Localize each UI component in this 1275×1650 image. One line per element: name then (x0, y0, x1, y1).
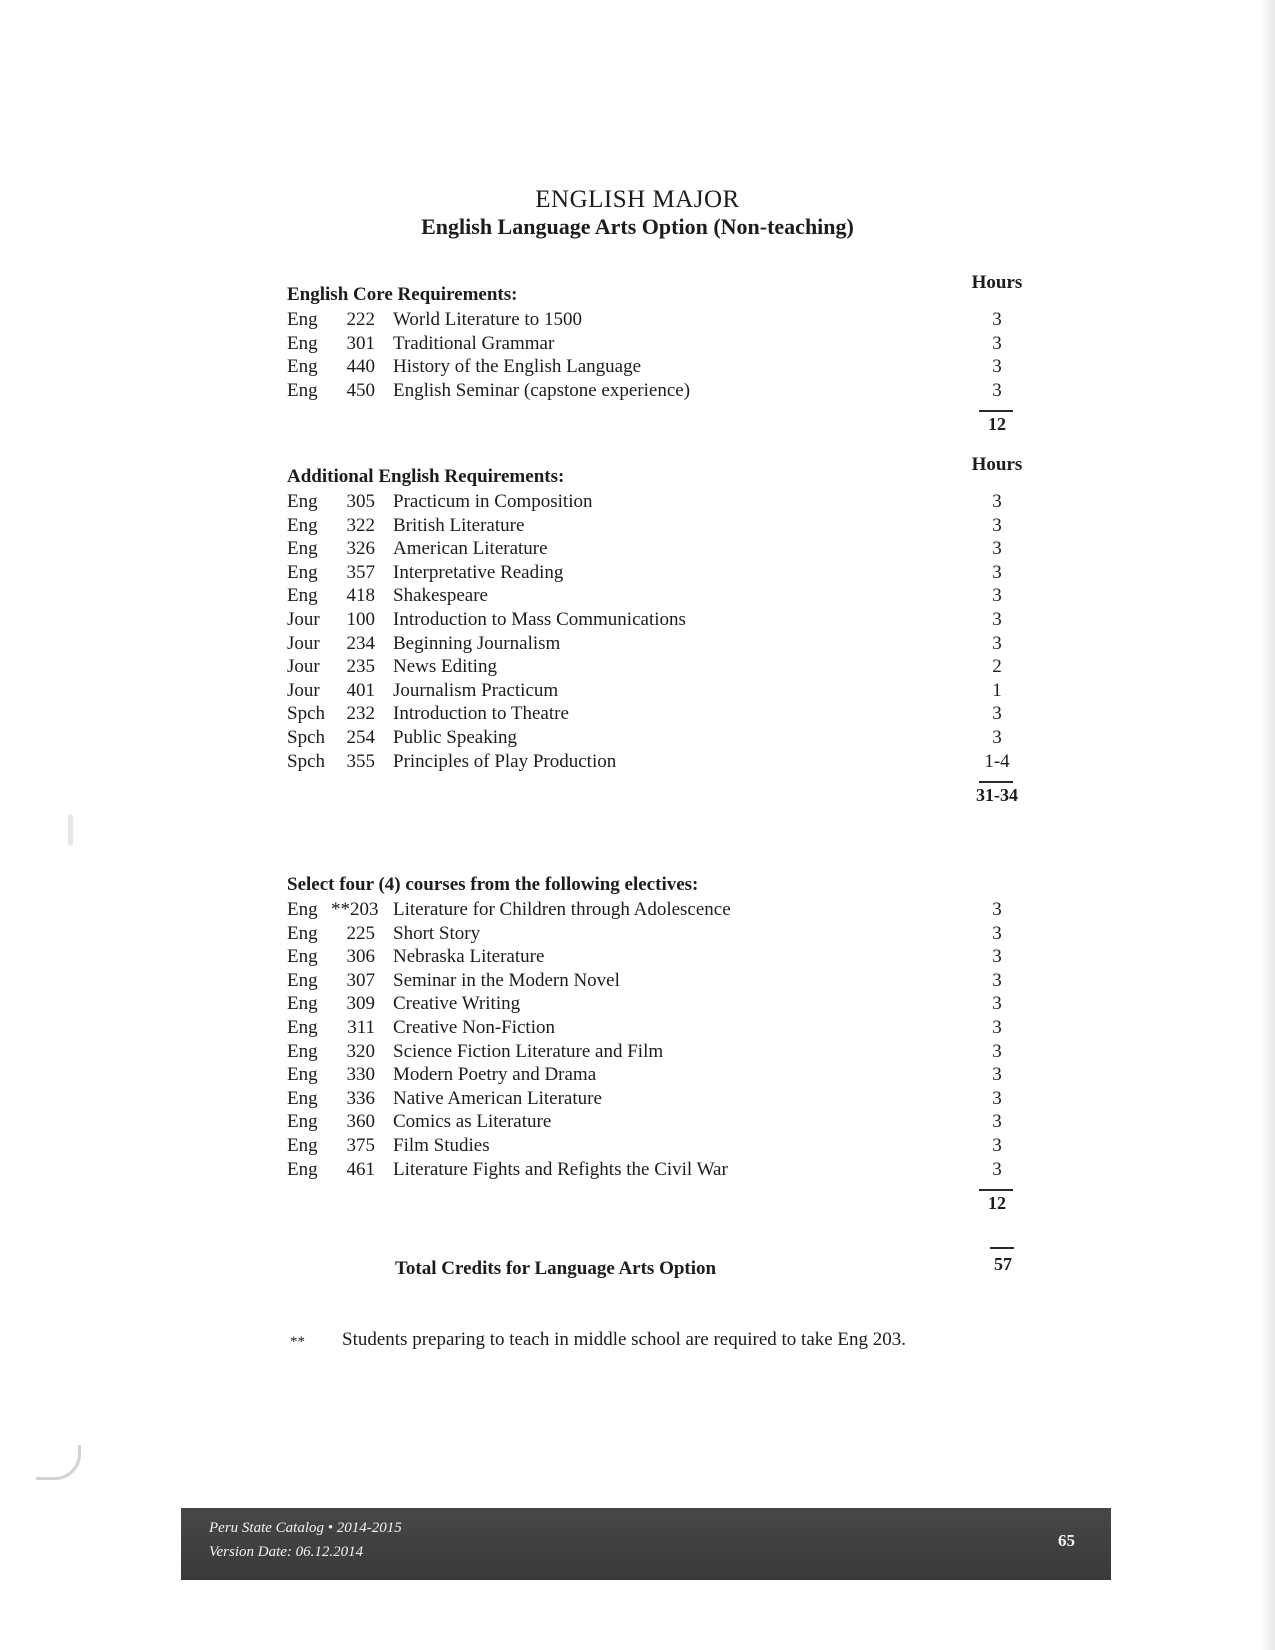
course-list (287, 490, 1027, 773)
course-number: 461 (346, 1158, 375, 1180)
course-number: 320 (346, 1040, 375, 1062)
course-hours: 3 (992, 1064, 1002, 1086)
course-dept: Eng (287, 356, 318, 378)
course-title: Beginning Journalism (393, 632, 561, 654)
hours-column-header: Hours (971, 272, 1023, 293)
section-header (287, 272, 1027, 308)
course-dept: Eng (287, 1016, 318, 1038)
course-row (287, 584, 1027, 608)
section-total-value: 12 (988, 1193, 1006, 1214)
course-dept: Eng (287, 538, 318, 560)
course-title: Film Studies (393, 1134, 490, 1156)
course-row (287, 898, 1027, 922)
course-title: Nebraska Literature (393, 946, 545, 968)
course-dept: Spch (287, 726, 325, 748)
course-number: 311 (347, 1016, 375, 1038)
scan-edge-shadow (1261, 0, 1275, 1650)
course-row (287, 379, 1027, 403)
course-hours: 3 (992, 1040, 1002, 1062)
course-hours: 2 (992, 656, 1002, 678)
course-row (287, 655, 1027, 679)
course-hours: 3 (992, 309, 1002, 330)
course-dept: Spch (287, 750, 325, 772)
course-hours: 3 (992, 946, 1002, 968)
course-hours: 3 (992, 726, 1002, 748)
course-number: 440 (346, 356, 375, 378)
course-number: 235 (346, 656, 375, 678)
course-hours: 3 (992, 491, 1002, 512)
course-title: English Seminar (capstone experience) (393, 379, 691, 401)
course-title: Literature for Children through Adolescence (393, 899, 731, 920)
course-row (287, 702, 1027, 726)
course-dept: Eng (287, 332, 318, 354)
total-rule (979, 1189, 1013, 1191)
course-number: 305 (346, 491, 375, 512)
course-list (287, 308, 1027, 402)
course-dept: Jour (287, 679, 320, 701)
course-row (287, 514, 1027, 538)
course-hours: 3 (992, 993, 1002, 1015)
catalog-name: Peru State Catalog • 2014-2015 (209, 1520, 402, 1536)
course-number: 375 (346, 1134, 375, 1156)
section-header (287, 872, 1027, 898)
course-hours: 3 (992, 585, 1002, 607)
section-total-value: 31-34 (976, 785, 1018, 806)
course-title: British Literature (393, 514, 525, 536)
course-dept: Eng (287, 1134, 318, 1156)
electives-section (287, 872, 1027, 1215)
course-hours: 3 (992, 561, 1002, 583)
course-row (287, 1016, 1027, 1040)
total-rule (979, 781, 1013, 783)
section-total (287, 773, 1027, 807)
course-hours: 3 (992, 1111, 1002, 1133)
course-dept: Eng (287, 1111, 318, 1133)
additional-requirements-section (287, 454, 1027, 807)
course-title: Traditional Grammar (393, 332, 555, 354)
course-dept: Eng (287, 922, 318, 944)
course-number: 232 (346, 703, 375, 725)
course-title: Comics as Literature (393, 1111, 552, 1133)
page-footer (181, 1508, 1111, 1580)
footnote-marker: ** (290, 1334, 305, 1350)
course-title: Modern Poetry and Drama (393, 1064, 597, 1086)
course-dept: Eng (287, 946, 318, 968)
course-number: 301 (346, 332, 375, 354)
scan-mark (68, 814, 73, 846)
course-dept: Eng (287, 309, 318, 330)
course-hours: 1-4 (984, 750, 1010, 772)
course-number: 307 (346, 969, 375, 991)
scan-mark (36, 1445, 81, 1480)
course-title: Seminar in the Modern Novel (393, 969, 620, 991)
section-header (287, 454, 1027, 490)
course-dept: Eng (287, 899, 318, 920)
total-rule (979, 410, 1013, 412)
course-row (287, 308, 1027, 332)
course-number: 418 (346, 585, 375, 607)
course-title: Introduction to Mass Communications (393, 608, 686, 630)
course-row (287, 355, 1027, 379)
course-title: Interpretative Reading (393, 561, 564, 583)
course-dept: Eng (287, 379, 318, 401)
course-row (287, 632, 1027, 656)
course-title: Creative Non-Fiction (393, 1016, 555, 1038)
course-row (287, 1063, 1027, 1087)
course-hours: 1 (992, 679, 1002, 701)
course-hours: 3 (992, 969, 1002, 991)
course-row (287, 922, 1027, 946)
course-title: Creative Writing (393, 993, 521, 1015)
course-title: World Literature to 1500 (393, 309, 582, 330)
course-row (287, 537, 1027, 561)
course-hours: 3 (992, 899, 1002, 920)
hours-column-header: Hours (971, 454, 1023, 475)
course-dept: Eng (287, 561, 318, 583)
section-total (287, 402, 1027, 436)
course-dept: Jour (287, 656, 320, 678)
course-row (287, 1040, 1027, 1064)
section-total-value: 12 (988, 414, 1006, 435)
course-dept: Eng (287, 1087, 318, 1109)
course-hours: 3 (992, 608, 1002, 630)
course-number: 360 (346, 1111, 375, 1133)
course-hours: 3 (992, 332, 1002, 354)
course-list (287, 898, 1027, 1181)
course-number: 357 (346, 561, 375, 583)
course-dept: Eng (287, 1158, 318, 1180)
section-heading: English Core Requirements: (287, 284, 518, 305)
course-title: American Literature (393, 538, 548, 560)
total-rule (990, 1247, 1014, 1249)
course-number: 355 (346, 750, 375, 772)
course-number: 401 (346, 679, 375, 701)
course-row (287, 1110, 1027, 1134)
version-date: Version Date: 06.12.2014 (209, 1544, 364, 1560)
course-row (287, 750, 1027, 774)
course-dept: Jour (287, 632, 320, 654)
course-dept: Eng (287, 1040, 318, 1062)
course-row (287, 608, 1027, 632)
course-hours: 3 (992, 1087, 1002, 1109)
course-number: 222 (346, 309, 375, 330)
course-number: 254 (346, 726, 375, 748)
course-row (287, 679, 1027, 703)
course-title: Literature Fights and Refights the Civil War (393, 1158, 728, 1180)
course-title: Native American Literature (393, 1087, 602, 1109)
course-row (287, 1087, 1027, 1111)
course-dept: Eng (287, 1064, 318, 1086)
page-number: 65 (1058, 1531, 1075, 1550)
footnote-text: Students preparing to teach in middle school are required to take Eng 203. (342, 1329, 907, 1350)
course-dept: Eng (287, 993, 318, 1015)
page-subtitle: English Language Arts Option (Non-teaching) (421, 214, 854, 239)
course-number: 225 (346, 922, 375, 944)
course-dept: Eng (287, 585, 318, 607)
course-dept: Spch (287, 703, 325, 725)
course-title: Public Speaking (393, 726, 518, 748)
grand-total-value: 57 (994, 1254, 1012, 1274)
course-hours: 3 (992, 538, 1002, 560)
course-row (287, 490, 1027, 514)
core-requirements-section (287, 272, 1027, 436)
grand-total-label: Total Credits for Language Arts Option (395, 1258, 717, 1279)
course-hours: 3 (992, 1016, 1002, 1038)
course-title: Introduction to Theatre (393, 703, 569, 725)
course-title: Science Fiction Literature and Film (393, 1040, 664, 1062)
course-number: 326 (346, 538, 375, 560)
course-number: 100 (346, 608, 375, 630)
course-hours: 3 (992, 703, 1002, 725)
course-hours: 3 (992, 379, 1002, 401)
course-number: 322 (346, 514, 375, 536)
course-dept: Eng (287, 514, 318, 536)
course-title: Practicum in Composition (393, 491, 593, 512)
course-row (287, 561, 1027, 585)
section-heading: Select four (4) courses from the following electives: (287, 874, 699, 895)
course-hours: 3 (992, 1158, 1002, 1180)
course-row (287, 945, 1027, 969)
section-heading: Additional English Requirements: (287, 466, 565, 487)
course-title: Journalism Practicum (393, 679, 559, 701)
course-title: Principles of Play Production (393, 750, 617, 772)
course-hours: 3 (992, 1134, 1002, 1156)
course-row (287, 726, 1027, 750)
course-number: 234 (346, 632, 375, 654)
course-title: Shakespeare (393, 585, 488, 607)
course-row (287, 992, 1027, 1016)
course-row (287, 969, 1027, 993)
page-title: ENGLISH MAJOR (535, 186, 740, 213)
course-title: News Editing (393, 656, 497, 678)
course-number: 306 (346, 946, 375, 968)
course-number: **203 (331, 899, 379, 920)
course-dept: Eng (287, 969, 318, 991)
course-row (287, 1158, 1027, 1182)
course-row (287, 1134, 1027, 1158)
course-number: 309 (346, 993, 375, 1015)
course-hours: 3 (992, 632, 1002, 654)
course-number: 330 (346, 1064, 375, 1086)
course-hours: 3 (992, 356, 1002, 378)
course-row (287, 332, 1027, 356)
course-dept: Eng (287, 491, 318, 512)
course-number: 450 (346, 379, 375, 401)
course-title: Short Story (393, 922, 481, 944)
course-hours: 3 (992, 514, 1002, 536)
course-dept: Jour (287, 608, 320, 630)
course-hours: 3 (992, 922, 1002, 944)
course-title: History of the English Language (393, 356, 642, 378)
course-number: 336 (346, 1087, 375, 1109)
section-total (287, 1181, 1027, 1215)
